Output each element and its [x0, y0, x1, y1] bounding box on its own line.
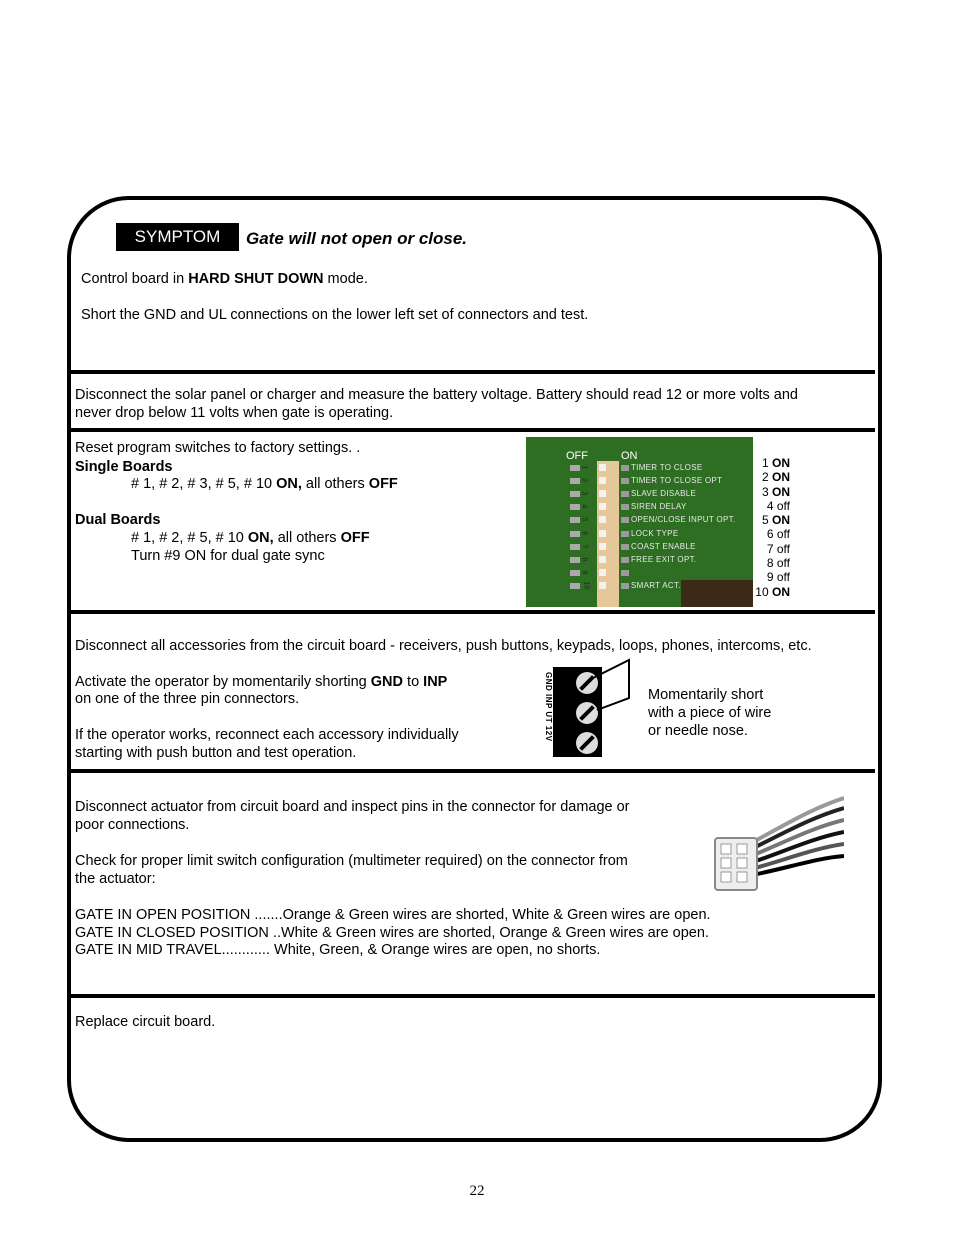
dip-setting-1: 1 ON	[761, 456, 790, 470]
dip-switch	[599, 503, 606, 510]
dual-sync-text: Turn #9 ON for dual gate sync	[131, 548, 325, 564]
symptom-label: SYMPTOM	[116, 223, 239, 251]
dip-number: 8	[580, 557, 588, 562]
actuator-text-2: poor connections.	[75, 817, 190, 833]
section-divider	[69, 994, 875, 998]
dip-switch	[599, 582, 606, 589]
dip-switch	[599, 569, 606, 576]
board-pin	[621, 557, 629, 563]
dip-switch	[599, 543, 606, 550]
dip-switch	[599, 530, 606, 537]
single-boards-settings: # 1, # 2, # 3, # 5, # 10 ON, all others OFF	[131, 476, 398, 492]
board-connector	[681, 580, 753, 607]
section-divider	[69, 769, 875, 773]
short-note-2: with a piece of wire	[648, 705, 772, 721]
board-pin	[621, 570, 629, 576]
dip-switch	[599, 477, 606, 484]
board-pin	[570, 557, 580, 563]
board-pin	[570, 583, 580, 589]
board-off-label: OFF	[566, 450, 588, 462]
symptom-title: Gate will not open or close.	[246, 229, 468, 248]
board-pin	[570, 478, 580, 484]
battery-text-1: Disconnect the solar panel or charger and measure the battery voltage. Battery should read 12 or more volts and	[75, 387, 798, 403]
board-pin	[621, 531, 629, 537]
dip-function-label: TIMER TO CLOSE	[631, 463, 703, 472]
dip-switch-board-image	[526, 437, 753, 607]
dip-number: 10	[582, 581, 590, 590]
reset-intro: Reset program switches to factory settings. .	[75, 440, 361, 456]
dip-function-label: SIREN DELAY	[631, 502, 687, 512]
short-note-1: Momentarily short	[648, 687, 764, 703]
actuator-connector-icon	[707, 790, 844, 894]
dip-function-label: SMART ACT.	[631, 580, 681, 590]
disconnect-accessories-text: Disconnect all accessories from the circuit board - receivers, push buttons, keypads, loops, phones, intercoms, etc.	[75, 638, 812, 654]
dip-function-label: COAST ENABLE	[631, 541, 696, 551]
terminal-labels: GND INP UT 12V	[544, 672, 553, 742]
board-pin	[621, 465, 629, 471]
board-pin	[621, 491, 629, 497]
dip-number: 3	[580, 491, 588, 496]
dip-number: 2	[580, 478, 588, 483]
short-note-3: or needle nose.	[648, 723, 748, 739]
board-pin	[621, 544, 629, 550]
section-divider	[69, 610, 875, 614]
section-divider	[69, 370, 875, 374]
dip-switch	[599, 556, 606, 563]
dip-function-label: TIMER TO CLOSE OPT	[631, 476, 723, 486]
board-pin	[570, 504, 580, 510]
replace-board-text: Replace circuit board.	[75, 1014, 216, 1030]
gate-closed-row: GATE IN CLOSED POSITION ..White & Green wires are shorted, Orange & Green wires are open.	[75, 925, 709, 941]
limit-switch-text-2: the actuator:	[75, 871, 156, 887]
dip-function-label: OPEN/CLOSE INPUT OPT.	[631, 515, 736, 525]
dip-setting-3: 3 ON	[761, 484, 790, 499]
dip-number: 7	[580, 543, 588, 549]
dip-setting-2: 2 ON	[761, 470, 790, 485]
board-pin	[570, 570, 580, 576]
activate-operator-text: Activate the operator by momentarily shorting GND to INP	[75, 674, 448, 690]
jumper-wire-icon	[585, 658, 631, 716]
dual-boards-settings: # 1, # 2, # 5, # 10 ON, all others OFF	[131, 530, 370, 546]
reconnect-text-1: If the operator works, reconnect each accessory individually	[75, 727, 459, 743]
short-gnd-text: Short the GND and UL connections on the lower left set of connectors and test.	[81, 307, 589, 323]
single-boards-title: Single Boards	[75, 459, 173, 475]
board-pin	[570, 491, 580, 497]
dip-switch	[599, 464, 606, 471]
dip-number: 1	[580, 465, 588, 470]
dip-function-label: FREE EXIT OPT.	[631, 554, 697, 564]
dip-setting-6: 6 off	[766, 527, 790, 542]
dip-settings-list	[752, 456, 790, 599]
board-pin	[621, 478, 629, 484]
dip-setting-8: 8 off	[766, 556, 790, 571]
dip-setting-4: 4 off	[766, 498, 790, 513]
gate-open-row: GATE IN OPEN POSITION .......Orange & Green wires are shorted, White & Green wires are open.	[75, 907, 711, 923]
reconnect-text-2: starting with push button and test operation.	[75, 745, 357, 761]
dual-boards-title: Dual Boards	[75, 512, 161, 528]
page-frame	[67, 196, 882, 1142]
dip-setting-9: 9 off	[766, 570, 790, 585]
section-divider	[69, 428, 875, 432]
dip-function-label: LOCK TYPE	[631, 528, 679, 538]
board-pin	[621, 504, 629, 510]
dip-switch	[599, 516, 606, 523]
dip-number: 5	[580, 517, 588, 522]
board-pin	[621, 517, 629, 523]
limit-switch-text-1: Check for proper limit switch configuration (multimeter required) on the connector from	[75, 853, 628, 869]
shutdown-text: Control board in HARD SHUT DOWN mode.	[81, 271, 368, 287]
board-pin	[570, 465, 580, 471]
dip-number: 6	[580, 530, 588, 536]
dip-setting-5: 5 ON	[761, 513, 790, 528]
dip-setting-7: 7 off	[766, 541, 790, 556]
board-on-label: ON	[621, 450, 638, 462]
board-pin	[621, 583, 629, 589]
dip-setting-10: 10 ON	[755, 584, 790, 599]
dip-switch	[599, 490, 606, 497]
board-pin	[570, 531, 580, 537]
screw-12v-icon	[576, 732, 598, 754]
dip-number: 9	[580, 570, 588, 575]
dip-number: 4	[580, 504, 588, 509]
board-pin	[570, 544, 580, 550]
battery-text-2: never drop below 11 volts when gate is operating.	[75, 405, 394, 421]
pin-connectors-text: on one of the three pin connectors.	[75, 691, 300, 707]
gate-mid-row: GATE IN MID TRAVEL............ White, Green, & Orange wires are open, no shorts.	[75, 942, 601, 958]
dip-function-label: SLAVE DISABLE	[631, 489, 697, 499]
board-pin	[570, 517, 580, 523]
page-number: 22	[469, 1183, 485, 1199]
actuator-text-1: Disconnect actuator from circuit board and inspect pins in the connector for damage or	[75, 799, 630, 815]
